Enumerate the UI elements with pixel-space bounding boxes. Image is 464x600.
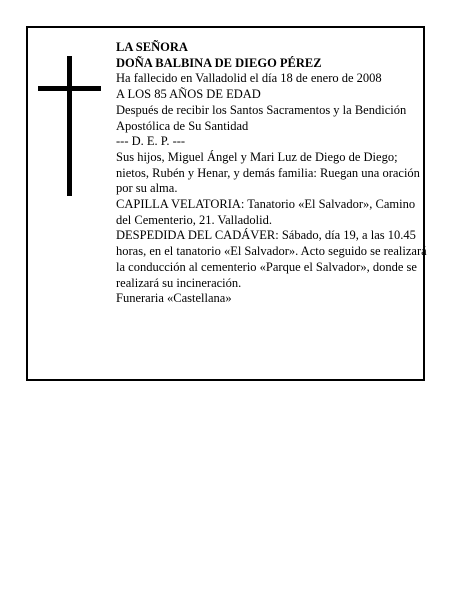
age-line: A LOS 85 AÑOS DE EDAD — [116, 87, 261, 102]
death-date-line: Ha fallecido en Valladolid el día 18 de enero de 2008 — [116, 71, 382, 86]
deceased-name: DOÑA BALBINA DE DIEGO PÉREZ — [116, 55, 322, 70]
funeral-home-line: Funeraria «Castellana» — [116, 291, 232, 306]
cross-vertical-bar — [67, 56, 72, 196]
sacraments-line: Después de recibir los Santos Sacramentos y la Bendición Apostólica de Su Santidad — [116, 102, 407, 133]
family-paragraph: Sus hijos, Miguel Ángel y Mari Luz de Diego de Diego; nietos, Rubén y Henar, y demás familia: Ruegan una oración por su alma. — [116, 149, 420, 196]
death-notice — [26, 26, 425, 381]
cross-horizontal-bar — [38, 86, 101, 91]
notice-title: LA SEÑORA — [116, 40, 188, 54]
notice-text — [116, 40, 428, 307]
rip-line: --- D. E. P. --- — [116, 134, 186, 149]
farewell-paragraph: DESPEDIDA DEL CADÁVER: Sábado, día 19, a las 10.45 horas, en el tanatorio «El Salvador». Acto seguido se realizará la conducción al cementerio «Parque el Salvador», donde se realizará su incineración. — [116, 228, 427, 290]
chapel-paragraph: CAPILLA VELATORIA: Tanatorio «El Salvador», Camino del Cementerio, 21. Valladolid. — [116, 197, 416, 227]
